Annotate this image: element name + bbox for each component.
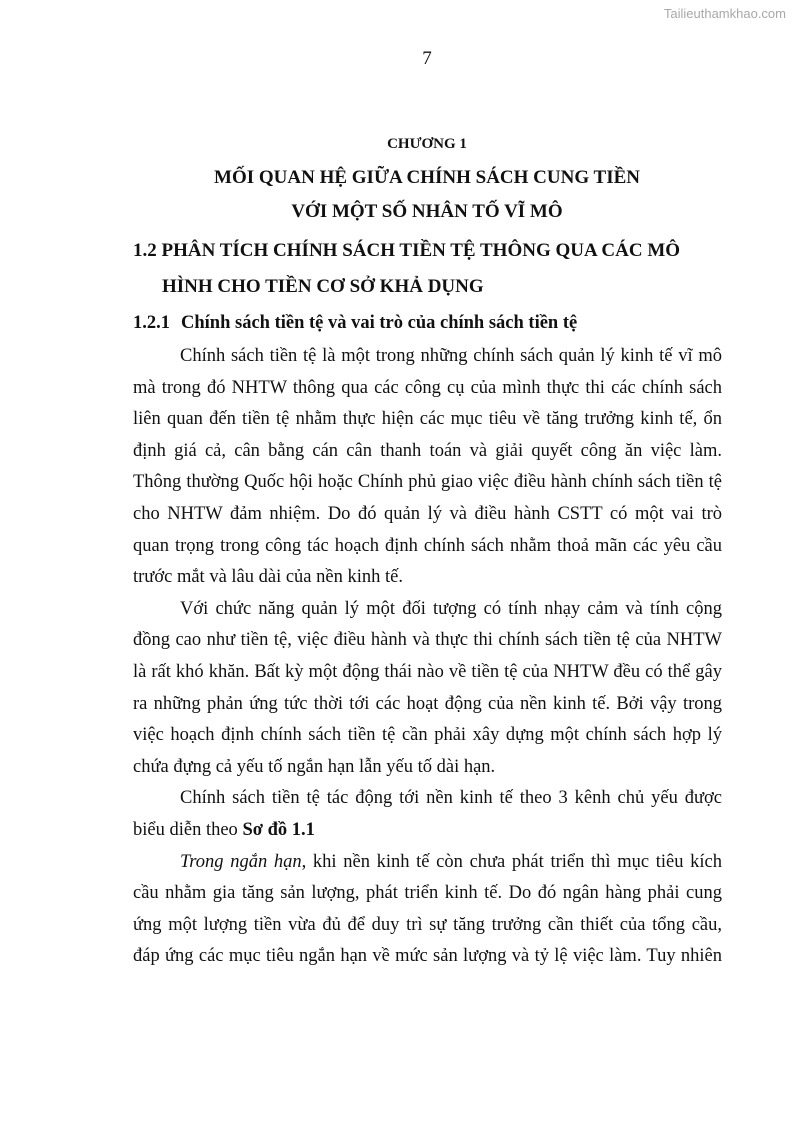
text-line: cầu nhằm gia tăng sản lượng, phát triển kinh tế. Do đó ngân hàng phải cung [133, 883, 722, 904]
section-heading-line-1: 1.2 PHÂN TÍCH CHÍNH SÁCH TIỀN TỆ THÔNG QUA CÁC MÔ [133, 240, 681, 261]
text-line: trước mắt và lâu dài của nền kinh tế. [133, 567, 403, 588]
subsection-heading [133, 313, 577, 334]
text-span: , khi nền kinh tế còn chưa phát triển thì mục tiêu kích [301, 851, 723, 872]
watermark: Tailieuthamkhao.com [663, 6, 786, 21]
text-line: chứa đựng cả yếu tố ngắn hạn lẫn yếu tố dài hạn. [133, 756, 496, 777]
text-line: Chính sách tiền tệ là một trong những chính sách quản lý kinh tế vĩ mô [180, 346, 722, 366]
subsection-number: 1.2.1 [133, 313, 170, 333]
paragraph-1 [133, 341, 722, 594]
paragraph-4 [133, 847, 722, 973]
text-line [133, 815, 722, 847]
text-line: quan trọng trong công tác hoạch định chính sách nhằm thoả mãn các yêu cầu [133, 535, 722, 556]
text-line: Với chức năng quản lý một đối tượng có tính nhạy cảm và tính cộng [180, 598, 722, 619]
text-line [133, 847, 722, 879]
text-span: biểu diễn theo [133, 819, 238, 840]
paragraph-2 [133, 594, 722, 784]
diagram-reference: Sơ đồ 1.1 [242, 819, 315, 840]
chapter-title-line-2: VỚI MỘT SỐ NHÂN TỐ VĨ MÔ [291, 201, 563, 222]
text-line: đáp ứng các mục tiêu ngắn hạn về mức sản lượng và tỷ lệ việc làm. Tuy nhiên [133, 946, 722, 967]
text-line: ứng một lượng tiền vừa đủ để duy trì sự tăng trưởng cần thiết của tổng cầu, [133, 914, 722, 935]
chapter-title-line-1: MỐI QUAN HỆ GIỮA CHÍNH SÁCH CUNG TIỀN [214, 167, 640, 188]
chapter-label: CHƯƠNG 1 [387, 136, 467, 152]
paragraph-3 [133, 783, 722, 846]
text-line: ra những phản ứng tức thời tới các hoạt động của nền kinh tế. Bởi vậy trong [133, 693, 722, 714]
text-line: mà trong đó NHTW thông qua các công cụ của mình thực thi các chính sách [133, 377, 722, 398]
text-line: là rất khó khăn. Bất kỳ một động thái nào về tiền tệ của NHTW đều có thể gây [133, 661, 722, 682]
subsection-title: Chính sách tiền tệ và vai trò của chính sách tiền tệ [181, 313, 578, 333]
section-heading-line-2: HÌNH CHO TIỀN CƠ SỞ KHẢ DỤNG [162, 276, 484, 297]
text-line: đồng cao như tiền tệ, việc điều hành và thực thi chính sách tiền tệ của NHTW [133, 630, 722, 651]
text-line: cho NHTW đảm nhiệm. Do đó quản lý và điều hành CSTT có một vai trò [133, 503, 722, 524]
italic-lead: Trong ngắn hạn [180, 851, 302, 872]
text-line: Thông thường Quốc hội hoặc Chính phủ giao việc điều hành chính sách tiền tệ [133, 472, 722, 493]
text-line: định giá cả, cân bằng cán cân thanh toán và giải quyết công ăn việc làm. [133, 440, 722, 461]
body-text [133, 341, 722, 973]
text-line: Chính sách tiền tệ tác động tới nền kinh tế theo 3 kênh chủ yếu được [180, 788, 722, 809]
text-line: liên quan đến tiền tệ nhằm thực hiện các mục tiêu về tăng trưởng kinh tế, ổn [133, 409, 722, 430]
text-line: việc hoạch định chính sách tiền tệ cần phải xây dựng một chính sách hợp lý [133, 725, 722, 746]
page-number: 7 [422, 48, 432, 69]
